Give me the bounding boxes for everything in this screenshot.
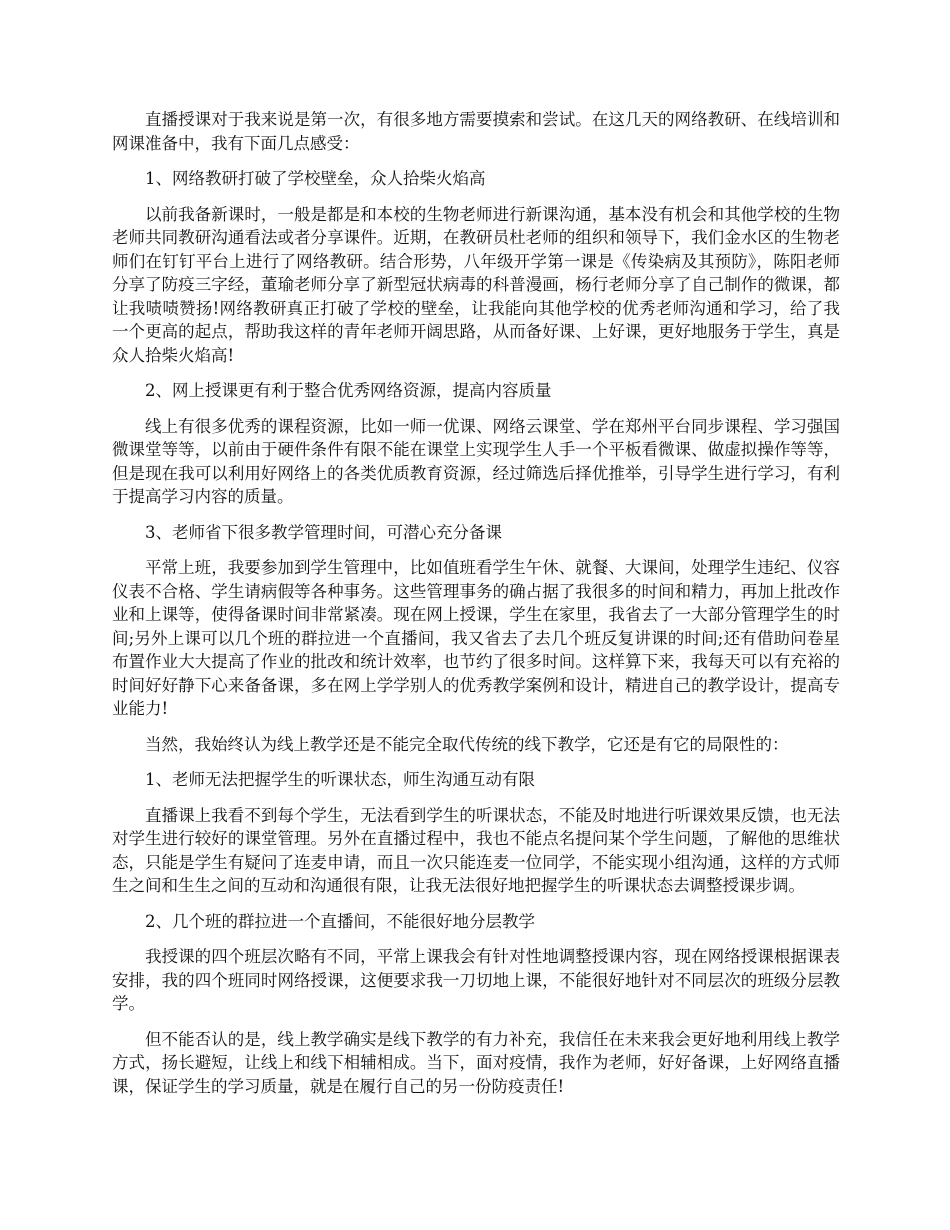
section-heading-2: 2、网上授课更有利于整合优秀网络资源，提高内容质量 bbox=[145, 381, 552, 400]
section-heading-1: 1、网络教研打破了学校壁垒，众人拾柴火焰高 bbox=[145, 169, 486, 188]
body-paragraph: 平常上班，我要参加到学生管理中，比如值班看学生午休、就餐、大课间，处理学生违纪、仪容仪表不合格、学生请病假等各种事务。这些管理事务的确占据了我很多的时间和精力，再加上批改作业和上课等，使得备课时间非常紧凑。现在网上授课，学生在家里，我省去了一大部分管理学生的时间;另外上课可以几个班的群拉进一个直播间，我又省去了去几个班反复讲课的时间;还有借助问卷星布置作业大大提高了作业的批改和统计效率，也节约了很多时间。这样算下来，我每天可以有充裕的时间好好静下心来备备课，多在网上学学别人的优秀教学案例和设计，精进自己的教学设计，提高专业能力! bbox=[112, 558, 840, 718]
intro-paragraph: 直播授课对于我来说是第一次，有很多地方需要摸索和尝试。在这几天的网络教研、在线培训和网课准备中，我有下面几点感受： bbox=[112, 110, 840, 153]
conclusion-paragraph: 但不能否认的是，线上教学确实是线下教学的有力补充，我信任在未来我会更好地利用线上教学方式，扬长避短，让线上和线下相辅相成。当下，面对疫情，我作为老师，好好备课，上好网络直播课，保证学生的学习质量，就是在履行自己的另一份防疫责任! bbox=[112, 1029, 840, 1096]
limitation-heading-2: 2、几个班的群拉进一个直播间，不能很好地分层教学 bbox=[145, 911, 535, 931]
body-paragraph: 我授课的四个班层次略有不同，平常上课我会有针对性地调整授课内容，现在网络授课根据课表安排，我的四个班同时网络授课，这便要求我一刀切地上课，不能很好地针对不同层次的班级分层教学。 bbox=[112, 947, 840, 1013]
body-paragraph: 以前我备新课时，一般是都是和本校的生物老师进行新课沟通，基本没有机会和其他学校的生物老师共同教研沟通看法或者分享课件。近期，在教研员杜老师的组织和领导下，我们金水区的生物老师们在钉钉平台上进行了网络教研。结合形势，八年级开学第一课是《传染病及其预防》，陈阳老师分享了防疫三字经，董瑜老师分享了新型冠状病毒的科普漫画，杨行老师分享了自己制作的微课，都让我啧啧赞扬!网络教研真正打破了学校的壁垒，让我能向其他学校的优秀老师沟通和学习，给了我一个更高的起点，帮助我这样的青年老师开阔思路，从而备好课、上好课，更好地服务于学生，真是众人拾柴火焰高! bbox=[112, 204, 840, 365]
body-paragraph: 线上有很多优秀的课程资源，比如一师一优课、网络云课堂、学在郑州平台同步课程、学习强国微课堂等等，以前由于硬件条件有限不能在课堂上实现学生人手一个平板看微课、做虚拟操作等等，但是现在我可以利用好网络上的各类优质教育资源，经过筛选后择优推举，引导学生进行学习，有利于提高学习内容的质量。 bbox=[112, 416, 840, 506]
body-paragraph: 直播课上我看不到每个学生，无法看到学生的听课状态，不能及时地进行听课效果反馈，也无法对学生进行较好的课堂管理。另外在直播过程中，我也不能点名提问某个学生问题，了解他的思维状态，只能是学生有疑问了连麦申请，而且一次只能连麦一位同学，不能实现小组沟通，这样的方式师生之间和生生之间的互动和沟通很有限，让我无法很好地把握学生的听课状态去调整授课步调。 bbox=[112, 805, 840, 895]
transition-paragraph: 当然，我始终认为线上教学还是不能完全取代传统的线下教学，它还是有它的局限性的： bbox=[145, 734, 789, 754]
limitation-heading-1: 1、老师无法把握学生的听课状态，师生沟通互动有限 bbox=[145, 770, 535, 789]
section-heading-3: 3、老师省下很多教学管理时间，可潜心充分备课 bbox=[145, 522, 502, 542]
